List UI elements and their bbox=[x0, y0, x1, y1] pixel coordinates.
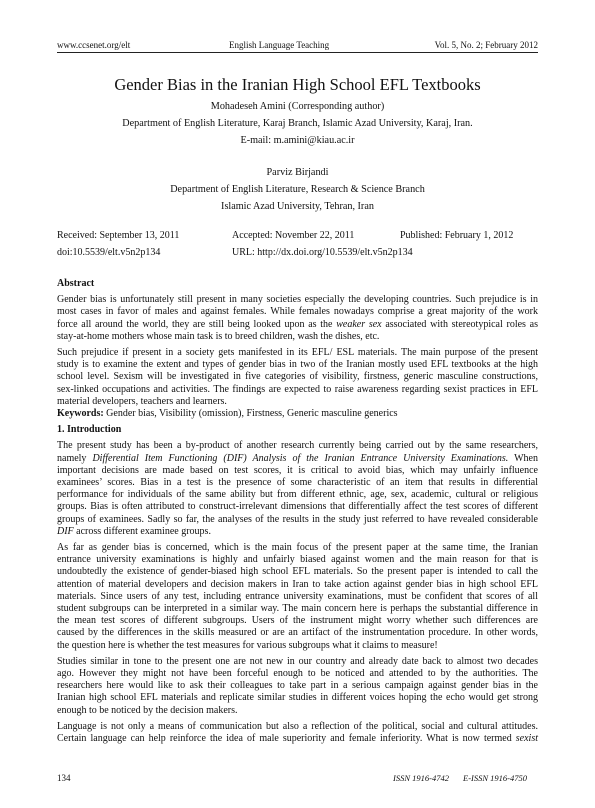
text-line bbox=[57, 668, 538, 680]
text-line bbox=[57, 627, 538, 639]
author-name: Parviz Birjandi bbox=[266, 166, 329, 178]
text-line bbox=[57, 371, 538, 383]
author-affiliation: Islamic Azad University, Tehran, Iran bbox=[221, 200, 374, 212]
text-line bbox=[57, 591, 538, 603]
text-line bbox=[57, 542, 538, 554]
article-url: URL: http://dx.doi.org/10.5539/elt.v5n2p134 bbox=[232, 246, 413, 258]
text-line bbox=[57, 440, 538, 452]
doi: doi:10.5539/elt.v5n2p134 bbox=[57, 246, 161, 258]
text-run: ago. However they might not have been forceful enough to be noticed and attended to by the authorities. The bbox=[57, 667, 538, 679]
text-run: the question here is whether the test measures for various subgroups what it claims to measure! bbox=[57, 639, 438, 651]
text-line bbox=[57, 526, 538, 538]
text-run: study is to examine the extent and types of gender bias in two of the Iranian mostly used EFL textbooks at the high bbox=[57, 359, 538, 371]
text-line bbox=[57, 514, 538, 526]
text-run: Such prejudice if present in a society gets manifested in its EFL/ ESL materials. The main purpose of the present bbox=[57, 346, 538, 358]
issn-line bbox=[393, 773, 527, 784]
text-line bbox=[57, 640, 538, 652]
running-header-site: www.ccsenet.org/elt bbox=[57, 39, 131, 50]
text-line bbox=[57, 331, 538, 343]
text-run: the mean test scores of different subgroups. Users of the instrument might worry whether such differences are bbox=[57, 615, 538, 627]
text-line bbox=[57, 692, 538, 704]
keywords-text: Gender bias, Visibility (omission), Firstness, Generic masculine generics bbox=[106, 407, 398, 419]
italic-text-run: weaker sex bbox=[336, 318, 382, 330]
text-line bbox=[57, 319, 538, 331]
keywords-line bbox=[57, 408, 538, 420]
text-run: The present study has been a by-product of another research currently being carried out by the same researchers, bbox=[57, 440, 538, 452]
page-number: 134 bbox=[57, 772, 71, 783]
text-run: force all around the world, they are still being looked upon as the bbox=[57, 318, 337, 330]
author-name: Mohadeseh Amini (Corresponding author) bbox=[210, 100, 385, 112]
text-line bbox=[57, 347, 538, 359]
text-run: groups. Bias is often attributed to construct-irrelevant dimensions that differentially affect the test scores of different bbox=[57, 501, 538, 513]
text-run: Iranian high school EFL materials and replicate similar studies in different voices hoping the echo would get strong bbox=[57, 692, 538, 704]
text-line bbox=[57, 554, 538, 566]
text-line bbox=[57, 680, 538, 692]
running-header-issue: Vol. 5, No. 2; February 2012 bbox=[434, 39, 538, 50]
keywords-label: Keywords: bbox=[57, 407, 104, 419]
text-run: attention of material developers and decision makers in Iran to take action against gender bias in high school EFL bbox=[57, 578, 538, 590]
introduction-paragraph bbox=[57, 656, 538, 717]
text-run: As far as gender bias is concerned, which is the main focus of the present paper at the same time, the Iranian bbox=[57, 541, 538, 553]
eissn: E-ISSN 1916-4750 bbox=[463, 772, 527, 783]
text-run: student subgroups can be interpreted in a similar way. The main concern here is perhaps the substantial difference in bbox=[57, 602, 538, 614]
italic-text-run: sexist bbox=[515, 733, 538, 744]
author-block-1 bbox=[57, 98, 538, 149]
text-run: entrance university examinations is highly and unfairly biased against women and the main reason for that is bbox=[57, 554, 538, 566]
text-line bbox=[57, 733, 538, 745]
text-run: groups of examinees. Sadly so far, the analyses of the results in the study just referred to have revealed considerable bbox=[57, 513, 538, 525]
text-line bbox=[57, 453, 538, 465]
introduction-heading: 1. Introduction bbox=[57, 424, 122, 436]
text-run: examinees’ scores. Bias in a test is the presence of some characteristic of an item that results in differential bbox=[57, 476, 538, 488]
text-run: undoubtedly the existence of gender-biased high school EFL materials. So the present paper is intended to call the bbox=[57, 566, 538, 578]
text-run: Certain language can help reinforce the idea of male superiority and female inferiority. What is now termed bbox=[57, 733, 516, 744]
running-header-journal: English Language Teaching bbox=[229, 39, 330, 50]
body-text bbox=[57, 278, 538, 745]
text-run: material developers, teachers and learners. bbox=[57, 395, 227, 407]
text-run: across different examinee groups. bbox=[73, 525, 211, 537]
author-email: E-mail: m.amini@kiau.ac.ir bbox=[240, 134, 355, 146]
header-rule bbox=[57, 52, 538, 53]
text-line bbox=[57, 294, 538, 306]
abstract-body bbox=[57, 294, 538, 408]
text-run: important decisions are made based on test scores, it is critical to avoid bias, which may unfairly influence bbox=[57, 464, 538, 476]
text-line bbox=[57, 359, 538, 371]
text-line bbox=[57, 721, 538, 733]
abstract-paragraph bbox=[57, 294, 538, 343]
italic-text-run: DIF bbox=[57, 525, 74, 537]
introduction-paragraph bbox=[57, 440, 538, 538]
text-line bbox=[57, 306, 538, 318]
author-affiliation: Department of English Literature, Karaj Branch, Islamic Azad University, Karaj, Iran. bbox=[122, 117, 473, 129]
introduction-paragraph bbox=[57, 721, 538, 745]
text-run: associated with stereotypical roles as bbox=[381, 318, 538, 330]
text-line bbox=[57, 489, 538, 501]
text-run: caused by the differences in the skills measured or are an artifact of the instrumentation procedure. In other words, bbox=[57, 627, 538, 639]
text-line bbox=[57, 384, 538, 396]
introduction-body bbox=[57, 440, 538, 745]
italic-text-run: Differential Item Functioning (DIF) Analysis of the Iranian Entrance University Examinations. bbox=[92, 452, 509, 464]
text-run: sex-linked occupations and activities. The findings are expected to raise awareness regarding sexist practices in EFL bbox=[57, 383, 538, 395]
text-line bbox=[57, 465, 538, 477]
text-line bbox=[57, 566, 538, 578]
text-run: researchers here would like to ask their colleagues to take part in a serious campaign against gender bias in the bbox=[57, 680, 538, 692]
text-run: Language is not only a means of communication but also a reflection of the political, social and cultural attitudes. bbox=[57, 720, 538, 732]
text-run: materials. Since users of any test, including entrance university examinations, must be confident that scores of all bbox=[57, 590, 538, 602]
accepted-date: Accepted: November 22, 2011 bbox=[232, 229, 355, 241]
text-run: Gender bias is unfortunately still present in many societies especially the developing countries. Such prejudice is in bbox=[57, 294, 538, 306]
text-run: Studies similar in tone to the present one are not new in our country and already date back to almost two decades bbox=[57, 655, 538, 667]
introduction-paragraph bbox=[57, 542, 538, 652]
text-line bbox=[57, 579, 538, 591]
text-line bbox=[57, 501, 538, 513]
received-date: Received: September 13, 2011 bbox=[57, 229, 180, 241]
published-date: Published: February 1, 2012 bbox=[400, 229, 514, 241]
text-line bbox=[57, 396, 538, 408]
issn: ISSN 1916-4742 bbox=[393, 772, 450, 783]
text-run: performance for individuals of the same ability but from different ethnic, age, sex, academic, cultural or religious bbox=[57, 489, 538, 501]
abstract-paragraph bbox=[57, 347, 538, 408]
text-line bbox=[57, 603, 538, 615]
text-run: namely bbox=[57, 452, 93, 464]
text-line bbox=[57, 477, 538, 489]
author-block-2 bbox=[57, 164, 538, 215]
text-line bbox=[57, 705, 538, 717]
author-affiliation: Department of English Literature, Research & Science Branch bbox=[170, 183, 425, 195]
article-title: Gender Bias in the Iranian High School EFL Textbooks bbox=[114, 75, 481, 94]
text-line bbox=[57, 615, 538, 627]
text-line bbox=[57, 656, 538, 668]
text-run: stay-at-home mothers whose main task is to breed children, wash the dishes, etc. bbox=[57, 330, 380, 342]
abstract-heading: Abstract bbox=[57, 277, 95, 289]
text-run: enough to be noticed by the decision makers. bbox=[57, 704, 238, 716]
text-run: When bbox=[508, 452, 538, 464]
text-run: most cases in favor of males and against females. While females nowadays comprise a great majority of the work bbox=[57, 306, 538, 318]
text-run: school level. Sexism will be investigated in five categories of visibility, firstness, generic masculine constructions, bbox=[57, 371, 538, 383]
